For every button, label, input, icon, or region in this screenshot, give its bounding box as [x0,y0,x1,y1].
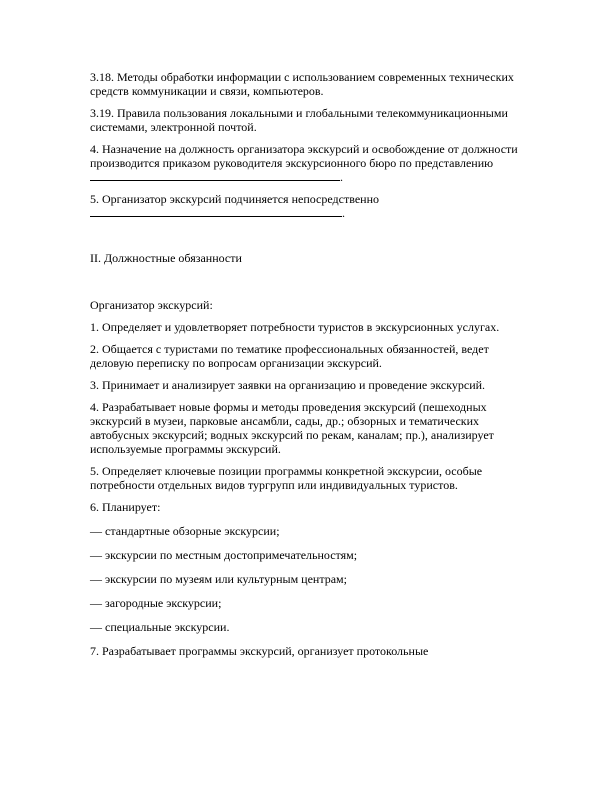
plan-list-item: — загородные экскурсии; [90,596,222,610]
duty-item: 2. Общается с туристами по тематике профессиональных обязанностей, ведет деловую переписку по вопросам организации экскурсий. [90,342,489,370]
paragraph-4 [90,142,530,184]
duty-item: 1. Определяет и удовлетворяет потребности туристов в экскурсионных услугах. [90,320,500,334]
intro-text: Организатор экскурсий: [90,298,213,312]
plan-list-item: — специальные экскурсии. [90,620,230,634]
plan-list-item: — экскурсии по местным достопримечательностям; [90,548,358,562]
section-heading: II. Должностные обязанности [90,251,242,265]
paragraph-5-text: 5. Организатор экскурсий подчиняется непосредственно [90,192,379,206]
plan-list-item: — экскурсии по музеям или культурным центрам; [90,572,347,586]
document-page [90,70,530,666]
fill-in-blank [90,206,342,217]
paragraph-5 [90,192,530,220]
duty-item: 4. Разрабатывает новые формы и методы проведения экскурсий (пешеходных экскурсий в музеи, парковые ансамбли, сады, др.; обзорных и тематических автобусных экскурсий; водных экскурсий по рекам, каналам; пр.), анализирует используемые программы экскурсий. [90,400,494,456]
duty-item: 6. Планирует: [90,500,161,514]
duty-item: 3. Принимает и анализирует заявки на организацию и проведение экскурсий. [90,378,486,392]
paragraph-5-end: . [342,206,345,220]
paragraph-3-19: 3.19. Правила пользования локальными и глобальными телекоммуникационными системами, электронной почтой. [90,106,508,134]
paragraph-3-18: 3.18. Методы обработки информации с использованием современных технических средств коммуникации и связи, компьютеров. [90,70,514,98]
duty-item: 5. Определяет ключевые позиции программы конкретной экскурсии, особые потребности отдельных видов тургрупп или индивидуальных туристов. [90,464,483,492]
paragraph-4-end: . [340,170,343,184]
plan-list-item: — стандартные обзорные экскурсии; [90,524,280,538]
paragraph-4-text: 4. Назначение на должность организатора экскурсий и освобождение от должности производится приказом руководителя экскурсионного бюро по представлению [90,142,518,170]
fill-in-blank [90,170,340,181]
paragraph-7: 7. Разрабатывает программы экскурсий, организует протокольные [90,644,429,658]
